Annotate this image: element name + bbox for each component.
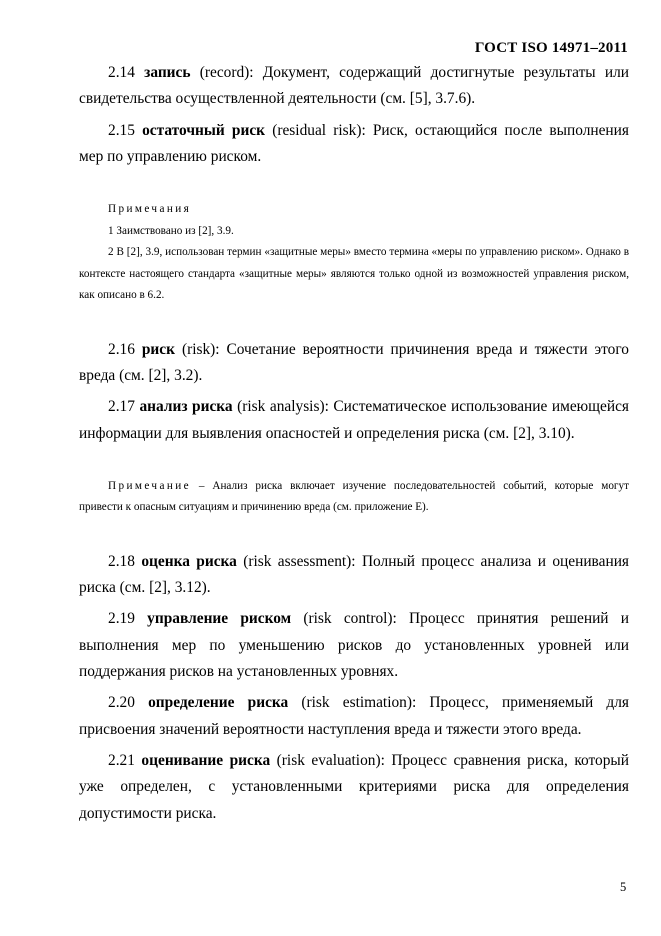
- note-text: [79, 476, 629, 519]
- term-2-18: [79, 549, 629, 602]
- term-name: определение риска: [148, 694, 289, 712]
- term-definition: (record): Документ, содержащий достигнутые результаты или свидетельства осуществленной деятельности (см. [5], 3.7.6).: [79, 64, 629, 108]
- term-definition: (residual risk): Риск, остающийся после выполнения мер по управлению риском.: [79, 121, 629, 165]
- term-number: 2.16: [108, 340, 135, 358]
- notes-heading: Примечания: [108, 203, 192, 216]
- note-1: 1 Заимствовано из [2], 3.9.: [108, 224, 234, 237]
- term-name: анализ риска: [139, 398, 233, 416]
- term-2-20: [79, 690, 629, 743]
- term-2-15: [79, 118, 629, 171]
- term-number: 2.15: [108, 121, 135, 139]
- term-2-14: [79, 60, 629, 113]
- term-number: 2.20: [108, 694, 135, 712]
- term-number: 2.17: [108, 398, 135, 416]
- term-2-16: [79, 337, 629, 390]
- term-name: запись: [144, 64, 191, 81]
- term-2-19: [79, 606, 629, 685]
- term-name: управление риском: [147, 610, 292, 628]
- term-definition: (risk estimation): Процесс, применяемый для присвоения значений вероятности наступления вреда и тяжести этого вреда.: [79, 694, 629, 738]
- note-2: 2 В [2], 3.9, использован термин «защитные меры» вместо термина «меры по управлению риском». Однако в контексте настоящего стандарта «защитные меры» являются только одной из возможностей управления риском, как описано в 6.2.: [79, 246, 629, 302]
- term-name: оценка риска: [141, 552, 237, 570]
- note-body: – Анализ риска включает изучение последовательностей событий, которые могут привести к опасным ситуациям и причинению вреда (см. приложение Е).: [79, 479, 629, 514]
- notes-2-15: [79, 199, 629, 307]
- term-definition: (risk analysis): Систематическое использование имеющейся информации для выявления опасностей и определения риска (см. [2], 3.10).: [79, 398, 629, 442]
- document-body: [79, 60, 629, 827]
- page-number: 5: [620, 880, 627, 894]
- term-definition: (risk assessment): Полный процесс анализа и оценивания риска (см. [2], 3.12).: [79, 552, 630, 597]
- term-definition: (risk evaluation): Процесс сравнения риска, который уже определен, с установленными критериями риска для определения допустимости риска.: [79, 751, 630, 822]
- term-number: 2.14: [108, 64, 135, 81]
- note-2-17: [79, 476, 629, 519]
- term-number: 2.18: [108, 552, 135, 570]
- term-name: оценивание риска: [141, 751, 271, 769]
- term-2-17: [79, 394, 629, 447]
- term-number: 2.19: [108, 610, 135, 628]
- note-label: Примечание: [108, 479, 191, 492]
- term-name: остаточный риск: [142, 121, 266, 139]
- term-definition: (risk control): Процесс принятия решений и выполнения мер по уменьшению рисков до установленных уровней или поддержания рисков на установленных уровнях.: [79, 610, 630, 681]
- term-2-21: [79, 748, 629, 827]
- term-number: 2.21: [108, 751, 135, 769]
- term-name: риск: [141, 340, 176, 358]
- term-definition: (risk): Сочетание вероятности причинения вреда и тяжести этого вреда (см. [2], 3.2).: [79, 340, 629, 384]
- document-header: ГОСТ ISO 14971–2011: [474, 40, 628, 56]
